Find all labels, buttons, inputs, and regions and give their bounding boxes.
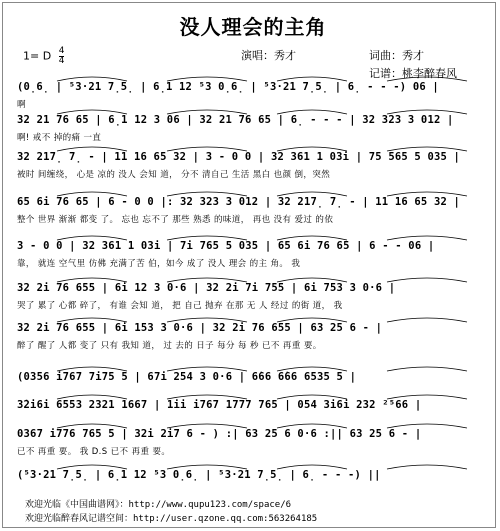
singer-credit: 演唱：秀才 [241, 49, 296, 62]
notation-line: 32 217̣ 7̣ - | 11 16 65 32 | 3 - 0 0 | 32 361 1 03i | 75 565 5 035 | [17, 151, 461, 163]
notation-line: 3 - 0 0 | 32 361 1 03i | 7i 765 5 035 | 65 6i 76 65 | 6 - - 06 | [17, 240, 435, 252]
time-signature-top: 4 [58, 46, 65, 56]
lyric-line: 哭了 累了 心都 碎了， 有谁 会知 道， 把 自己 抛弃 在那 无 人 经过 的街 道， 我 [17, 301, 343, 311]
footer-link-1[interactable]: 欢迎光临《中国曲谱网》：http://www.qupu123.com/space/6 [25, 500, 292, 510]
transcriber-credit: 记谱：桃李醉春风 [369, 67, 457, 80]
notation-line: (⁵3·21 7̣5̣ | 6̣1 12 ⁵3 0̣6̣ | ⁵3·21 7̣5̣ | 6̣ - - -) || [17, 469, 381, 481]
notation-line: 0367 i776 765 5 | 32i 2i7 6 - ) :| 63 25 6 0·6 :|| 63 25 6 - | [17, 428, 422, 440]
notation-line: 32 2i 76 655 | 6i 12 3 0·6 | 32 2i 7i 755 | 6i 753 3 0·6 | [17, 282, 396, 294]
key-label: 1= D [23, 49, 52, 63]
composer-credit: 词曲：秀才 [369, 49, 424, 62]
lyric-line: 靠， 就连 空气里 仿佛 充满了苦 伯，如今 成了 没人 理会 的主 角。 我 [17, 259, 301, 269]
time-signature [59, 47, 65, 66]
key-signature [23, 47, 64, 66]
lyric-line: 醉了 醒了 人都 变了 只有 我知 道， 过 去的 日子 每分 每 秒 已不 再重 要。 [17, 341, 322, 351]
lyric-line: 已不 再重 要。 我 D.S 已不 再重 要。 [17, 447, 171, 457]
lyric-line: 啊! 戒不 掉的痛 一直 [17, 133, 102, 143]
notation-line: 65 6i 76 65 | 6 - 0 0 |: 32 323 3 012 | 32 217̣ 7̣ - | 11 16 65 32 | [17, 196, 461, 208]
time-signature-bottom: 4 [58, 56, 65, 66]
notation-line: (0356 i767 7i75 5 | 67i 254 3 0·6 | 6̇66 6̇66 6535 5 | [17, 371, 357, 383]
score-sheet [2, 2, 496, 528]
notation-line: 32 21 76 65 | 6̣1 12 3 06 | 32 21 76 65 | 6̣ - - - | 32 323 3 012 | [17, 114, 454, 126]
lyric-line: 啊 [17, 100, 26, 110]
song-title: 没人理会的主角 [179, 15, 327, 39]
notation-line: 32 2i 76 655 | 6i 153 3 0·6 | 32 2i 76 655 | 63 25 6 - | [17, 322, 383, 334]
lyric-line: 整个 世界 渐渐 都变 了。 忘也 忘不了 那些 熟悉 的味道， 再也 没有 爱过 的依 [17, 215, 334, 225]
lyric-line: 被时 间缠绕， 心是 凉的 没人 会知 道， 分不 清自己 生活 黑白 也颜 倒，突然 [17, 170, 331, 180]
notation-line: 3̇2i6i 6553 2321 1667 | 1ii i767 1777 765 | 054 3i6i 232 ²⁵66 | [17, 399, 422, 411]
notation-line: (0̣6̣ | ⁵3·21 7̣5̣ | 6̣1 12 ⁵3 0̣6̣ | ⁵3·21 7̣5̣ | 6̣ - - -) 06 | [17, 81, 439, 93]
footer-link-2[interactable]: 欢迎光临醉春风记谱空间：http://user.qzone.qq.com:563264185 [25, 514, 318, 524]
